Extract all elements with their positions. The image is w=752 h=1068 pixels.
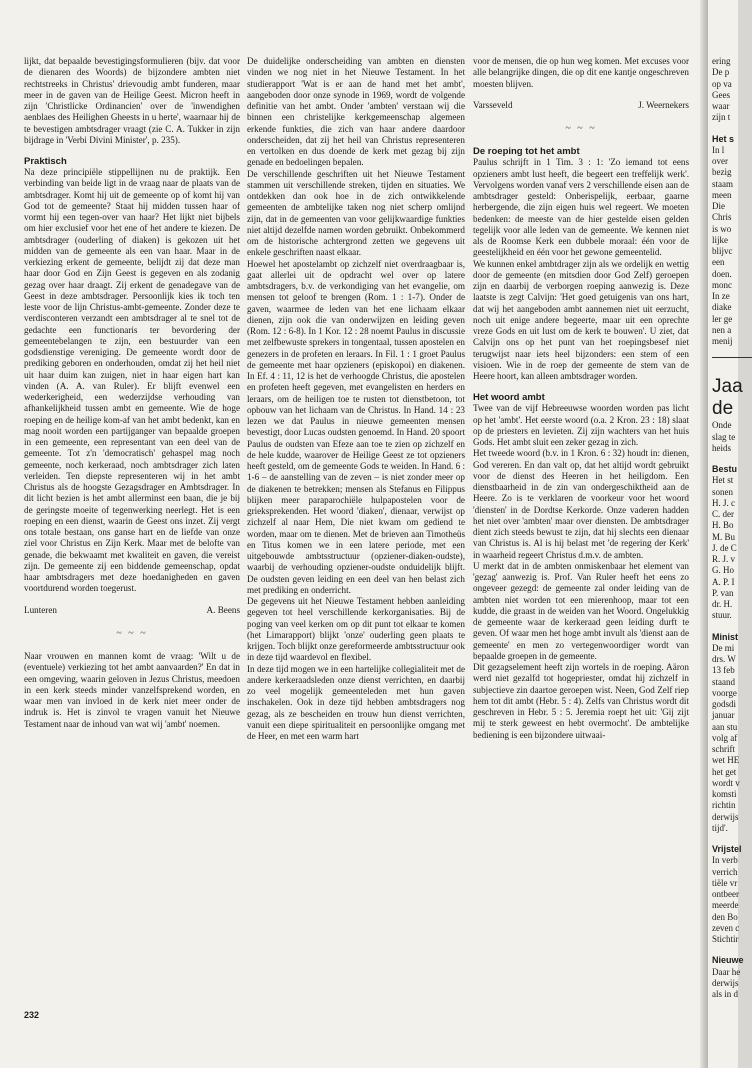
fragment-line: Gees <box>712 89 730 100</box>
fragment-line: ler ge <box>712 313 733 324</box>
fragment-line: de <box>712 398 734 420</box>
column-2-paragraph: De duidelijke onderscheiding van ambten en diensten vinden we nog niet in het Nieuwe Testament. In het studierapport 'Wat is er aan de hand met het ambt', aangeboden door onze synode in 1969, wordt de volgende definitie van het ambt. Onder 'ambten' verstaan wij die binnen een christelijke kerkgemeenschap algemeen erkende funkties, die zich van haar andere daardoor onderscheiden, dat zij het heil van Christus representeren en vertolken en dus doende de kerk met gezag bij zijn genade en bedoelingen bepalen. <box>247 56 465 168</box>
fragment-line: staand <box>712 676 735 687</box>
section-ornament-icon: ~ ~ ~ <box>116 627 148 639</box>
fragment-line: G. Ho <box>712 565 734 576</box>
fragment-line: Die <box>712 201 725 211</box>
fragment-line: Daar he <box>712 966 741 977</box>
column-3-paragraph: U merkt dat in de ambten onmiskenbaar het element van 'gezag' aanwezig is. Prof. Van Ruler heeft het eens zo ongeveer gezegd: de gemeente zal onder leiding van de ambten niet worden tot een mierenhoop, maar tot een kudde, die graast in de weiden van het Woord. Ongelukkig de gemeente waar de kerkeraad geen leiding durft te geven. Of waar men het hoge ambt invult als 'dienst aan de gemeente' en men zo vertegenwoordiger wordt van bepaalde groepen in de gemeente. <box>473 560 689 661</box>
fragment-lines <box>712 145 742 348</box>
fragment-heading: Minist <box>712 631 738 642</box>
signature-place: Lunteren <box>24 604 57 615</box>
fragment-line: waar <box>712 101 730 111</box>
fragment-line: M. Bu <box>712 531 736 542</box>
fragment-line: over <box>712 156 728 166</box>
fragment-line: wet HE <box>712 755 740 766</box>
section-ornament-icon: ~ ~ ~ <box>565 123 597 134</box>
fragment-line: In l <box>712 144 725 155</box>
fragment-line: slag te <box>712 431 736 442</box>
fragment-line: J. de C <box>712 542 737 553</box>
fragment-line: Chris <box>712 212 732 223</box>
fragment-line: godsdi <box>712 699 737 709</box>
fragment-lines <box>712 967 742 1001</box>
fragment-line: Het st <box>712 475 734 486</box>
column-1 <box>24 56 240 1056</box>
fragment-line: Stichtir <box>712 934 739 944</box>
fragment-line: januar <box>712 710 735 721</box>
fragment-lines <box>712 56 742 124</box>
signature-author: J. Weernekers <box>638 99 689 110</box>
column-3 <box>473 56 689 1056</box>
column-2-paragraph: De verschillende geschriften uit het Nieuwe Testament stammen uit verschillende streken, tijden en situaties. We ontdekken dan ook hoe in de zich ontwikkelende gemeenten de ambtelijke taken nog niet scherp omlijnd zijn, dat in de gemeenten van voor gelijkwaardige funkties niet altijd dezelfde namen worden gebruikt. Onbekommerd om de historische achtergrond zetten we gegevens uit enkele geschriften naast elkaar. <box>247 168 465 258</box>
fragment-heading: Vrijstel <box>712 844 742 854</box>
fragment-line: ontbeer <box>712 889 739 899</box>
fragment-heading: Nieuwe <box>712 955 744 966</box>
signature-author: A. Beens <box>206 604 240 615</box>
heading-woord-ambt: Het woord ambt <box>473 392 545 404</box>
fragment-line: komsti <box>712 789 737 799</box>
column-3-paragraph: Dit gezagselement heeft zijn wortels in de roeping. Aäron werd niet gezalfd tot hogepriester, omdat hij zichzelf in subjectieve zin daartoe geroepen wist. Neen, God Zelf riep hem tot dit ambt (Hebr. 5 : 4). Zelfs van Christus wordt dit geschreven in Hebr. 5 : 5. Jeremia roept het uit: 'Gij zijt mij te sterk geweest en hebt overmocht'. De ambtelijke bediening is een bijzondere uitwaai- <box>473 662 689 740</box>
fragment-line: derwijs <box>712 811 739 822</box>
fragment-line: 13 feb <box>712 665 735 676</box>
fragment-line: staam <box>712 178 733 189</box>
fragment-line: den Bo <box>712 911 738 922</box>
fragment-lines <box>712 855 742 945</box>
fragment-line: het get <box>712 766 737 777</box>
fragment-lines <box>712 475 742 621</box>
fragment-line: heids <box>712 442 731 453</box>
fragment-heading: Bestu <box>712 464 738 474</box>
column-1-body: Na deze principiële stippellijnen nu de praktijk. Een verbinding van beide ligt in de vraag naar de plaats van de ambtsdrager. Komt hij uit de gemeente op of komt hij van God tot de gemeente? Staat hij midden tussen haar of vormt hij een tegen-over van haar? Het lijkt niet bijbels om hier exclusief voor het ene of het andere te kiezen. De ambtsdrager (ouderling of diaken) is gekozen uit het midden van de gemeente als een van haar. Maar in de verkiezing erkent de gemeente, belijdt zij dat deze man haar door God en Zijn Geest is gegeven en als zodanig gezag over haar draagt. Zij erkent de genadegave van de Geest in deze ambtsdrager. Persoonlijk kies ik toch ten leste voor de lijn Christus-ambt-gemeente. Zonder deze te verdisconteren verzandt een ambtsdrager al te snel tot de gedachte een functionaris ter bevordering der gemeentebelangen te zijn, een bestuurder van een godsdienstige vereniging. De gemeente wordt door de prediking geboren en onderhouden, omdat zij het heil niet uit haar duim kan zuigen, niet in haar eigen hart kan vinden (A. A. van Ruler). Er blijft evenwel een wederkerigheid, een wederzijdse verhouding van afhankelijkheid tussen ambt en gemeente. Wie de hoge roeping en de heilige kom-af van het ambt bedenkt, kan en mag nooit worden een partijganger van bepaalde groepen in een gemeente, een representant van een deel van de gemeente. Tot z'n 'democratisch' gehaspel mag noch gemeente, noch kerkeraad, noch ambtsdrager zich laten verleiden. Ten diepste representeren wij in het ambt Christus als de hoogste Gezagsdrager en Ambtsdrager. In dit licht bezien is het ambt allerminst een baan, die je bij de geringste moeite of tegenwerking neerlegt. Het is een roeping en een dienst, waarin de Geest ons inzet. Zij vergt ons totale bestaan, ons ganse hart en de liefde van onze ziel voor Christus en Zijn Kerk. Maar met de belofte van genade, die bekwaamt met kwaliteit en gaven, die vereist zijn. De gemeente zij een biddende gemeenschap, opdat haar ambtsdragers met deze hoedanigheden en gaven voortdurend worden toegerust. <box>24 167 240 594</box>
fragment-line: drs. W <box>712 654 736 664</box>
column-1-intro: lijkt, dat bepaalde bevestigingsformulieren (bijv. dat voor de dienaren des Woords) de bijzondere ambten niet rechtstreeks in Christus' drievoudig ambt funderen, maar meer in de gaven van de Heilige Geest. Micron heeft in zijn 'Christlicke Ordinancien' over de 'inwendighen aenblaes des Heilighen Gheests in u herte', waarnaar hij de te bevestigen ambtsdrager vraagt (zie C. A. Tukker in zijn bijdrage in 'Verbi Divini Minister', p. 235). <box>24 56 240 145</box>
column-3-paragraph: Het tweede woord (b.v. in 1 Kron. 6 : 32) houdt in: dienen, God vereren. En dan valt op, dat het altijd wordt gebruikt voor de dienst des Heeren in het heiligdom. Een dienstbaarheid in de zin van ondergeschiktheid aan de Heere. Zo is te verklaren de voorkeur voor het woord 'diensten' in de Dordtse Kerkorde. Onze vaderen hadden het niet over 'ambten' maar over diensten. De ambtsdrager dient zich steeds bewust te zijn, dat hij slechts een dienaar van Christus is. Al is hij belast met 'de regering der Kerk' in waarheid regeert Christus d.m.v. de ambten. <box>473 448 689 560</box>
fragment-rule <box>712 357 752 358</box>
fragment-line: C. der <box>712 509 734 519</box>
fragment-heading: Het s <box>712 133 735 144</box>
column-2 <box>247 56 465 1056</box>
fragment-line: is wo <box>712 223 732 234</box>
fragment-lines <box>712 643 742 834</box>
signature-beens <box>24 605 240 616</box>
fragment-lines <box>712 420 742 454</box>
fragment-line: voorge <box>712 687 737 698</box>
fragment-line: De p <box>712 67 730 78</box>
column-3-paragraph: voor de mensen, die op hun weg komen. Met excuses voor alle belangrijke dingen, die op dit ene kantje ongeschreven moesten blijven. <box>473 56 689 89</box>
page-number: 232 <box>24 1010 40 1020</box>
fragment-line: tiële vr <box>712 877 738 888</box>
fragment-line: op va <box>712 78 732 89</box>
column-2-paragraph: In deze tijd mogen we in een hartelijke collegialiteit met de andere kerkeraadsleden onze dienst verrichten, en daarbij zo veel mogelijk gemeenteleden met hun gaven inschakelen. Ook in deze tijd hebben ambtsdragers nog gezag, als ze bescheiden en trouw hun dienst verrichten, vanuit een diepe spiritualiteit en persoonlijke omgang met de Heer, en met een warm hart <box>247 663 465 741</box>
fragment-line: richtin <box>712 800 736 811</box>
fragment-line: R. J. v <box>712 554 736 564</box>
fragment-line: A. P. I <box>712 576 735 587</box>
fragment-line: als in d <box>712 989 738 999</box>
fragment-line: diake <box>712 302 732 313</box>
column-3-paragraph: Paulus schrijft in 1 Tim. 3 : 1: 'Zo iemand tot eens opzieners ambt lust heeft, die begeert een treffelijk werk'. Vervolgens worden vanaf vers 2 verschillende eisen aan de ambtsdrager gesteld: Onberispelijk, eerbaar, gaarne herbergende, die zijn eigen huis wel regeert. We moeten bedenken: de meeste van de hier gestelde eisen gelden tegelijk voor alle leden van de gemeente. We kennen niet als de Roomse Kerk een dubbele moraal: één voor de geestelijkheid en één voor het gewone gemeentelid. <box>473 157 689 258</box>
fragment-line: zijn t <box>712 112 731 123</box>
fragment-line: ering <box>712 56 731 66</box>
fragment-line: nen a <box>712 324 732 335</box>
fragment-line: doen. <box>712 268 732 279</box>
signature-place: Varsseveld <box>473 99 513 110</box>
fragment-line: sonen <box>712 486 733 497</box>
fragment-line: blijvc <box>712 246 733 256</box>
fragment-line: lijke <box>712 234 728 245</box>
fragment-line: P. van <box>712 587 734 598</box>
fragment-line: Jaa <box>712 376 743 398</box>
column-2-paragraph: De gegevens uit het Nieuwe Testament hebben aanleiding gegeven tot heel verschillende kerkorganisaties. Bij de poging van veel kerken om op dit punt tot elkaar te komen (het Limarapport) blijkt 'onze' ouderling geen plaats te krijgen. Toch blijkt onze gereformeerde ambtsstructuur ook in deze tijd waardevol en flexibel. <box>247 596 465 663</box>
fragment-line: aan stu <box>712 721 738 732</box>
fragment-line: stuur. <box>712 610 732 621</box>
facing-page-fragment <box>712 56 744 999</box>
column-3-paragraph: Twee van de vijf Hebreeuwse woorden worden pas licht op het 'ambt'. Het eerste woord (o.a. 2 Kron. 23 : 18) slaat op de priesters en levieten. Zij zijn wachters van het huis Gods. Het ambt sluit een zeker gezag in zich. <box>473 403 689 447</box>
fragment-big-title <box>712 376 742 420</box>
fragment-line: dr. H. <box>712 599 733 609</box>
column-3-paragraph: We kunnen enkel ambtdrager zijn als we ordelijk en wettig door de gemeente (en mitsdien door God Zelf) geroepen zijn en daarbij de verborgen roeping aanwezig is. Deze laatste is zegt Calvijn: 'Het goed getuigenis van ons hart, dat wij het aangeboden ambt aannemen niet uit eerzucht, noch uit enige andere begeerte, maar uit een oprechte vreze Gods en uit lust om de kerk te bouwen'. U ziet, dat Calvijn ons op het punt van het roepingsbesef niet terugwijst naar iets heel bijzonders: een stem of een visioen. Wie in de roep der gemeente de stem van de Heere hoort, kan alleen ambtsdrager worden. <box>473 258 689 381</box>
fragment-line: schrift <box>712 744 735 754</box>
fragment-line: volg af <box>712 732 738 743</box>
fragment-line: zeven c <box>712 922 740 933</box>
fragment-line: De mi <box>712 642 735 653</box>
fragment-line: monc <box>712 279 732 290</box>
fragment-line: tijd'. <box>712 822 728 833</box>
fragment-line: H. Bo <box>712 520 734 531</box>
column-2-paragraph: Hoewel het apostelambt op zichzelf niet overdraagbaar is, gaat allerlei uit de opdracht wel over op latere ambtsdragers, b.v. de verkondiging van het evangelie, om mensen tot geloof te brengen (Rom. 1 : 1-7). Onder de gaven, waarmee de leden van het ene lichaam elkaar dienen, zijn ook die van onderwijzen en leiding geven (Rom. 12 : 6-8). In 1 Kor. 12 : 28 noemt Paulus in discussie met zelfbewuste sprekers in tongentaal, tussen apostelen en genezers in de profeten en leraars. In Fil. 1 : 1 groet Paulus de gemeente met haar opzieners (episkopoi) en diakenen. In Ef. 4 : 11, 12 is het de verhoogde Christus, die apostelen en profeten heeft gegeven, met evangelisten en herders en leraars, om de heiligen toe te rusten tot dienstbetoon, tot opbouw van het lichaam van de Christus. In Hand. 14 : 23 lezen we dat Paulus in nieuwe gemeenten mensen bevestigt, door Lucas oudsten genoemd. In Hand. 20 spoort Paulus de oudsten van Efeze aan toe te zien op zichzelf en de hele kudde, waarover de Heilige Geest ze tot opzieners heeft gesteld, om de gemeente Gods te weiden. In Hand. 6 : 1-6 – de aanstelling van de zeven – is niet zonder meer op de diakenen te betrekken; mensen als Stefanus en Filippus blijken meer paraparochiële hulpapostelen voor de grieksprekenden. Het woord 'diaken', dienaar, verwijst op zichzelf al naar Hem, Die niet kwam om gediend te worden, maar om te dienen. Met de brieven aan Timotheüs en Titus komen we in een latere periode, met een uitgebouwde ambtsstructuur (opziener-diaken-oudste), waarbij de verhouding opziener-oudste onduidelijk blijft. De oudsten geven leiding en een deel van hen belast zich met prediking en onderricht. <box>247 258 465 595</box>
fragment-line: meen <box>712 189 732 200</box>
fragment-line: Onde <box>712 420 732 431</box>
signature-weernekers <box>473 100 689 111</box>
fragment-line: In verb <box>712 855 738 866</box>
fragment-line: meerde <box>712 900 739 911</box>
fragment-line: verrich <box>712 866 738 877</box>
heading-praktisch: Praktisch <box>24 156 67 167</box>
fragment-line: een <box>712 257 725 268</box>
fragment-line: bezig <box>712 167 732 178</box>
fragment-line: In ze <box>712 291 730 301</box>
fragment-line: H. J. c <box>712 497 735 508</box>
fragment-line: derwijs <box>712 977 739 988</box>
heading-roeping: De roeping tot het ambt <box>473 146 580 158</box>
book-gutter <box>700 0 708 1068</box>
column-1-next-article: Naar vrouwen en mannen komt de vraag: 'Wilt u de (eventuele) verkiezing tot het ambt aanvaarden?' En dat in een omgeving, waarin geloven in Jezus Christus, meedoen in een kerk steeds minder vanzelfsprekend worden, en waar men van invloed in de kerk niet meer onder de indruk is. Het is zinvol te vragen vanuit het Nieuwe Testament naar de inhoud van wat wij 'ambt' noemen. <box>24 651 240 729</box>
fragment-line: menij <box>712 336 733 346</box>
fragment-line: wordt v <box>712 777 740 788</box>
